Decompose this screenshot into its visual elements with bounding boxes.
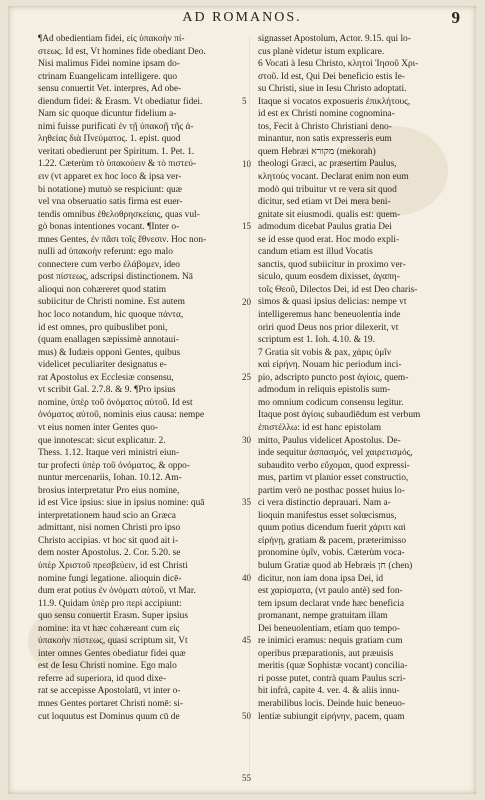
text-line: quum potius dicendum fuerit χάριτι καὶ [258,523,406,534]
book-page [8,6,476,794]
text-line: ci vera distinctio deprauari. Nam a- [258,498,391,509]
text-line: tendis omnibus ἐθελοθρησκείαις, quas vul- [38,209,200,220]
text-line: mus, partim vt planior esset constructio, [258,473,409,484]
text-line: Nisi malimus Fidei nomine ipsam do- [38,59,180,70]
text-line: dicitur, sed etiam vt Dei mera beni- [258,197,391,208]
text-line: promanant, nempe gratuitam illam [258,611,388,622]
text-line: subiicitur de Christi nomine. Est autem [38,297,185,308]
text-line: theologi Græci, ac præsertim Paulus, [258,159,397,170]
text-line: vel vna obseruatio satis firma est euer- [38,197,183,208]
text-line: intelligeremus hanc beneuolentia inde [258,310,401,321]
text-line: candum etiam est illud Vocatis [258,247,373,258]
text-line: nuntur mercenariis, Iohan. 10.12. Am- [38,473,182,484]
text-line: pronomine ὑμῖν, vobis. Cæterùm voca- [258,548,405,559]
text-line: 1.22. Cæterùm τὸ ὑπακούειν & τὸ πιστεύ- [38,159,196,170]
text-line: καὶ εἰρήνη. Nouam hic periodum inci- [258,360,402,371]
text-line: operibus præparationis, aut præuisis [258,648,394,659]
text-line: est de Iesu Christi nomine. Ego malo [38,661,177,672]
text-line: inde sequitur ἀσπασμός, vel χαιρετισμός, [258,448,413,459]
text-line: rat Apostolus ex Ecclesiæ consensu, [38,372,174,383]
text-line: hoc loco notandum, hic quoque πάντα, [38,310,184,321]
text-line: id est ex Christi nomine cognomina- [258,109,395,120]
text-line: τοῖς Θεοῦ, Dilectos Dei, id est Deo charis- [258,284,418,295]
text-line: tem ipsum declarat vnde hæc beneficia [258,598,405,609]
text-line: Christo accipias. vt hoc sit quod ait i- [38,535,179,546]
text-line: ὑπὲρ Χριστοῦ πρεσβεύειν, id est Christi [38,560,188,571]
text-line: veritati obedierunt per Spiritum. 1. Pet. 1. [38,146,195,157]
text-line: dem noster Apostolus. 2. Cor. 5.20. se [38,548,181,559]
text-line: subaudito verbo εὔχομαι, quod expressi- [258,460,410,471]
running-title: AD ROMANOS. [182,10,302,25]
text-line: videlicet peculiariter designatus e- [38,360,167,371]
text-line: cut loquutus est Dominus quum cū de [38,711,180,722]
text-line: (quam enallagen sæpissimè annotaui- [38,335,179,346]
text-line: ¶Ad obedientiam fidei, εἰς ὑπακοὴν πί- [38,34,185,44]
margin-line-number: 5 [242,95,247,106]
text-line: merabilibus locis. Deinde huic beneuo- [258,698,406,709]
text-line: interpretationem haud scio an Græca [38,510,176,521]
text-line: vt scribit Gal. 2.7.8. & 9. ¶Pro ipsius [38,385,176,396]
text-line: ειν (vt apparet ex hoc loco & ipsa ver- [38,172,182,183]
margin-line-number: 45 [242,635,251,646]
text-line: brosius interpretatur Pro eius nomine, [38,485,180,496]
text-line: admittant, nisi nomen Christi pro ipso [38,523,181,534]
margin-line-number: 40 [242,572,251,583]
text-line: nimi fuisse purificati ἐν τῇ ὑπακοῇ τῆς ἀ- [38,121,194,132]
text-line: mus) & Iudæis opponi Gentes, quibus [38,347,181,358]
text-line: pio, adscripto puncto post ἁγίοις, quem- [258,372,409,383]
text-line: Dei beneuolentiam, etiam quo tempo- [258,623,400,634]
text-line: su Christi, siue in Iesu Christo adoptati. [258,84,407,95]
text-line: gò bonas intentiones vocant. ¶Inter o- [38,222,180,233]
text-line: gnitate sit eiusmodi. qualis est: quem- [258,209,401,220]
margin-line-number: 10 [242,158,251,169]
margin-line-number: 20 [242,296,251,307]
column-gutter [249,36,250,776]
text-line: simos & quasi ipsius delicias: nempe vt [258,297,407,308]
text-line: scriptum est 1. Ioh. 4.10. & 19. [258,335,375,346]
text-line: que innotescat: sicut explicatur. 2. [38,435,166,446]
text-line: ri posse putet, contrà quam Paulus scri- [258,673,406,684]
text-line: inter omnes Gentes obediatur fidei quæ [38,648,186,659]
margin-line-number: 35 [242,497,251,508]
text-line: bulum Gratiæ quod ab Hebræis חן (chen) [258,560,413,571]
text-line: Thess. 1.12. Itaque veri ministri eiun- [38,448,180,459]
text-line: siculo, quum eosdem dixisset, ἀγαπη- [258,272,400,283]
text-line: quem Hebræi מקורא (mekorah) [258,146,376,157]
text-line: ctrinam Euangelicam intelligere. quo [38,71,178,82]
margin-line-number: 50 [242,710,251,721]
margin-line-number: 55 [242,773,251,784]
text-line: Itaque si vocatos exposueris ἐπικλήτους, [258,96,411,107]
text-line: alioqui non cohæreret quod statim [38,284,167,295]
text-line: Itaque post ἁγίοις subaudiēdum est verbum [258,410,421,421]
text-line: nomine: ita vt hæc cohæreant cum εἰς [38,623,180,634]
text-line: referre ad superiora, id quod dixe- [38,673,167,684]
text-line: modò qui tribuitur vt re vera sit quod [258,184,397,195]
text-line: ὑπακοὴν πίστεως, quasi scriptum sit, Vt [38,636,188,647]
text-line: mnes Gentes, ἐν πᾶσι τοῖς ἔθνεσιν. Hoc non- [38,234,207,245]
text-line: dum erat potius ἐν ὀνόματι αὐτοῦ, vt Mar. [38,586,196,597]
text-line: Nam sic quoque dicuntur fidelium a- [38,109,177,120]
text-line: minantur, non satis expresseris eum [258,134,392,145]
margin-line-number: 30 [242,434,251,445]
margin-line-number: 15 [242,221,251,232]
text-line: vt eius nomen inter Gentes quo- [38,422,159,433]
text-line: signasset Apostolum, Actor. 9.15. qui lo- [258,34,411,44]
text-line: mo omnium codicum consensu legitur. [258,397,404,408]
text-line: meritis (quæ Sophistæ vocant) concilia- [258,661,408,672]
text-line: admodum in reliquis epistolis sum- [258,385,391,396]
text-line: εἰρήνῃ, gratiam & pacem, præterimisso [258,535,407,546]
text-line: στοῦ. Id est, Qui Dei beneficio estis Ie- [258,71,406,82]
text-line: diendum fidei: & Erasm. Vt obediatur fidei. [38,96,203,107]
margin-line-number: 25 [242,371,251,382]
text-line: lentiæ subiungit εἰρήνην, pacem, quam [258,711,405,722]
text-line: κλητοὺς vocant. Declarat enim non eum [258,172,409,183]
left-text-column [38,33,240,723]
text-line: sanctis, quod subiicitur in proximo ver- [258,259,406,270]
text-line: tur profecti ὑπὲρ τοῦ ὀνόματος, & oppo- [38,460,190,471]
text-line: nulli ad ὑπακοὴν referunt: ego malo [38,247,173,258]
text-line: ληθείας διὰ Πνεύματος. 1. epist. quod [38,134,181,145]
text-line: cus planè videtur istum explicare. [258,46,385,57]
text-line: στεως. Id est, Vt homines fide obediant Deo. [38,46,206,57]
text-line: id est omnes, pro quibuslibet poni, [38,322,168,333]
text-line: lioquin manifestus esset solœcismus, [258,510,397,521]
text-line: 7 Gratia sit vobis & pax, χάρις ὑμῖν [258,347,392,358]
text-line: nomine fungi legatione. alioquin dicē- [38,573,182,584]
text-line: mitto, Paulus videlicet Apostolus. De- [258,435,401,446]
text-line: id est Vice ipsius: siue in ipsius nomine: quā [38,498,205,509]
text-line: mnes Gentes portaret Christi nomē: si- [38,698,184,709]
text-line: quo sensu conuertit Erasm. Super ipsius [38,611,188,622]
text-line: 6 Vocati à Iesu Christo, κλητοὶ Ἰησοῦ Χρι- [258,59,419,70]
text-line: dicitur, non iam dona ipsa Dei, id [258,573,384,584]
text-line: se id esse quod erat. Hoc modo expli- [258,234,400,245]
text-line: connectere cum verbo ἐλάβομεν, ideo [38,259,180,270]
text-line: re inimici eramus: nequis gratiam cum [258,636,403,647]
text-line: est χαρίσματα, (vt paulo antè) sed fon- [258,586,403,597]
page-number: 9 [451,8,460,27]
text-line: oriri quod Deus nos prior dilexerit, vt [258,322,399,333]
text-line: tos, Fecit à Christo Christiani deno- [258,121,392,132]
text-line: nomine, ὑπὲρ τοῦ ὀνόματος αὐτοῦ. Id est [38,397,193,408]
text-line: sensu conuertit Vet. interpres, Ad obe- [38,84,182,95]
text-line: ἐπιστέλλω: id est hanc epistolam [258,422,382,433]
text-line: 11.9. Quidam ὑπὲρ pro περὶ accipiunt: [38,598,182,609]
text-line: rat se accepisse Apostolatū, vt inter o- [38,686,181,697]
text-line: ὀνόματος αὐτοῦ, nominis eius causa: nempe [38,410,205,421]
text-line: bit infrà, capite 4. ver. 4. & aliis innu- [258,686,400,697]
page-header [8,10,476,30]
text-line: bi notatione) mutuò se respiciunt: quæ [38,184,182,195]
text-line: admodum dicebat Paulus gratia Dei [258,222,392,233]
text-line: partim verò ne posthac posset huius lo- [258,485,405,496]
text-line: post πίστεως, adscripsi distinctionem. Nā [38,272,193,283]
right-text-column [258,33,466,723]
